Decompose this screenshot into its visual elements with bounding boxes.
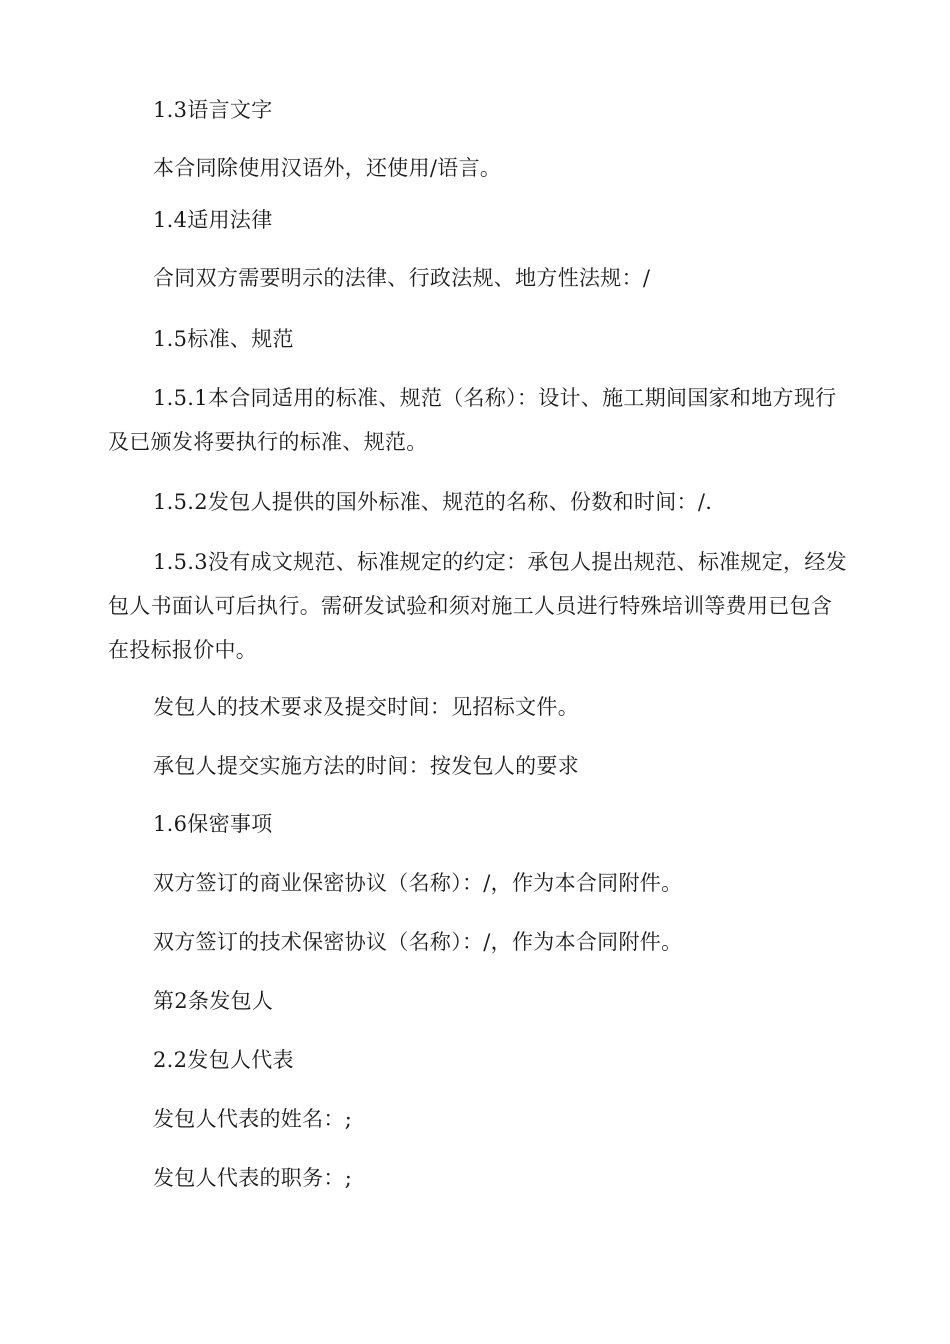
section-heading-1-3: 1.3语言文字 — [153, 98, 273, 122]
section-heading-1-5: 1.5标准、规范 — [153, 327, 294, 351]
paragraph-implementation-method: 承包人提交实施方法的时间：按发包人的要求 — [153, 754, 579, 778]
paragraph-applicable-law: 合同双方需要明示的法律、行政法规、地方性法规：/ — [153, 266, 651, 290]
article-heading-2: 第2条发包人 — [153, 989, 274, 1013]
paragraph-representative-title: 发包人代表的职务：; — [153, 1166, 353, 1190]
paragraph-technical-requirements: 发包人的技术要求及提交时间：见招标文件。 — [153, 695, 579, 719]
section-heading-2-2: 2.2发包人代表 — [153, 1048, 294, 1072]
paragraph-1-5-2: 1.5.2发包人提供的国外标准、规范的名称、份数和时间：/. — [153, 490, 713, 514]
paragraph-representative-name: 发包人代表的姓名：; — [153, 1107, 353, 1131]
paragraph-language: 本合同除使用汉语外，还使用/语言。 — [153, 156, 502, 180]
section-heading-1-6: 1.6保密事项 — [153, 812, 273, 836]
paragraph-1-5-1: 1.5.1本合同适用的标准、规范（名称）：设计、施工期间国家和地方现行及已颁发将要执行的标准、规范。 — [108, 386, 837, 454]
section-heading-1-4: 1.4适用法律 — [153, 208, 273, 232]
paragraph-technical-confidentiality: 双方签订的技术保密协议（名称）：/，作为本合同附件。 — [153, 930, 683, 954]
paragraph-commercial-confidentiality: 双方签订的商业保密协议（名称）：/，作为本合同附件。 — [153, 871, 683, 895]
paragraph-1-5-3: 1.5.3没有成文规范、标准规定的约定：承包人提出规范、标准规定，经发包人书面认可后执行。需研发试验和须对施工人员进行特殊培训等费用已包含在投标报价中。 — [108, 550, 847, 662]
